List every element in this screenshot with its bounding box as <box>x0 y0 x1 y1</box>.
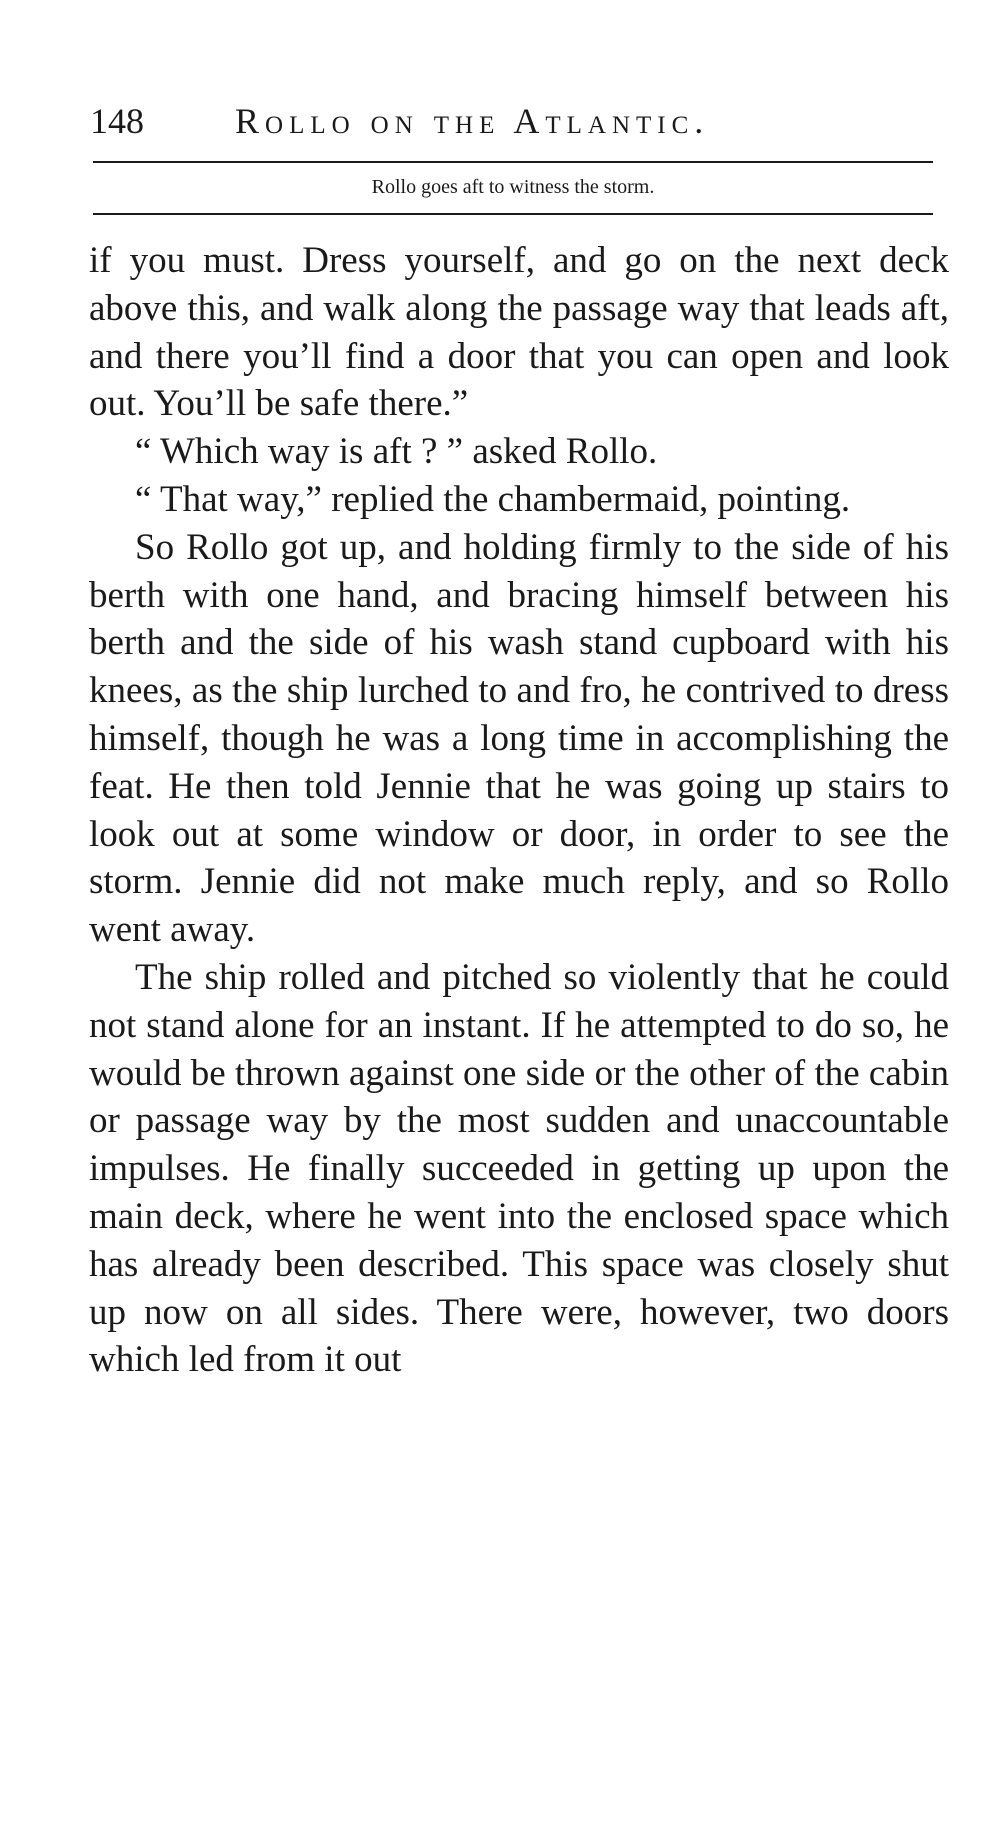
book-title: Rollo on the Atlantic. <box>235 101 710 141</box>
paragraph: “ Which way is aft ? ” asked Rollo. <box>135 431 658 473</box>
paragraph: “ That way,” replied the chambermaid, pointing. <box>135 478 851 520</box>
paragraph: if you must. Dress yourself, and go on the next deck above this, and walk along the passage way that leads aft, and there you’ll find a door that you can open and look out. You’ll be safe there.” <box>89 240 949 425</box>
header-rule-top <box>93 161 933 163</box>
paragraph: The ship rolled and pitched so violently that he could not stand alone for an instant. If he attempted to do so, he would be thrown against one side or the other of the cabin or passage way by the most sudden and unaccountable impulses. He finally succeeded in getting up upon the main deck, where he went into the enclosed space which has already been described. This space was closely shut up now on all sides. There were, however, two doors which led from it out <box>89 956 950 1381</box>
running-head <box>90 98 930 144</box>
header-rule-bottom <box>93 213 933 215</box>
paragraph: So Rollo got up, and holding firmly to the side of his berth with one hand, and bracing himself between his berth and the side of his wash stand cupboard with his knees, as the ship lurched to and fro, he contrived to dress himself, though he was a long time in accomplishing the feat. He then told Jennie that he was going up stairs to look out at some window or door, in order to see the storm. Jennie did not make much reply, and so Rollo went away. <box>89 526 949 951</box>
section-heading: Rollo goes aft to witness the storm. <box>371 176 655 198</box>
page-number: 148 <box>90 101 144 141</box>
body-text <box>89 237 949 1384</box>
